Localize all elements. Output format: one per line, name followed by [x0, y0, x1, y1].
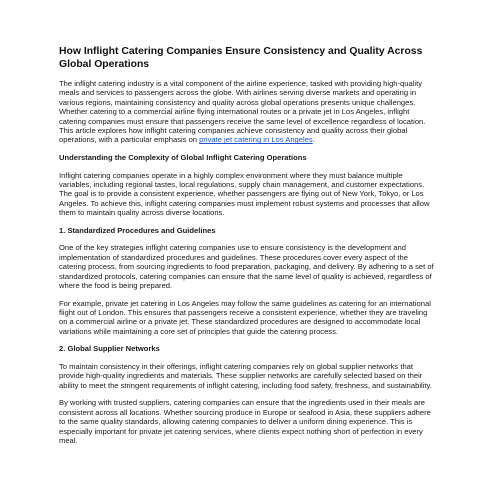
paragraph-complexity: Inflight catering companies operate in a highly complex environment where they must balance multiple variables, including regional tastes, local regulations, supply chain management, and customer expectations. The goal is to provide a consistent experience, whether passengers are flying out of New York, Tokyo, or Los Angeles. To achieve this, inflight catering companies must implement robust systems and processes that allow them to maintain quality across diverse locations.	[59, 170, 430, 218]
intro-paragraph	[59, 79, 435, 145]
paragraph-standardized-procedures-1: One of the key strategies inflight catering companies use to ensure consistency is the development and implementation of standardized procedures and guidelines. These procedures cover every aspect of the catering process, from sourcing ingredients to food preparation, packaging, and delivery. By adhering to a set of standardized protocols, catering companies can ensure that the same level of quality is achieved, regardless of where the food is being prepared.	[59, 243, 434, 291]
section-heading-global-suppliers: 2. Global Supplier Networks	[59, 344, 160, 354]
paragraph-standardized-procedures-2: For example, private jet catering in Los Angeles may follow the same guidelines as catering for an international flight out of London. This ensures that passengers receive a consistent experience, whether they are traveling on a commercial airline or a private jet. These standardized procedures are designed to accommodate local variations while maintaining a core set of principles that guide the catering process.	[59, 298, 431, 336]
document-page	[59, 46, 435, 454]
paragraph-global-suppliers-2: By working with trusted suppliers, catering companies can ensure that the ingredients used in their meals are consistent across all locations. Whether sourcing produce in Europe or seafood in Asia, these suppliers adhere to the same quality standards, allowing catering companies to deliver a uniform dining experience. This is especially important for private jet catering services, where clients expect nothing short of perfection in every meal.	[59, 398, 431, 446]
article-title: How Inflight Catering Companies Ensure Consistency and Quality Across Global Operations	[59, 46, 423, 70]
paragraph-global-suppliers-1: To maintain consistency in their offerings, inflight catering companies rely on global supplier networks that provide high-quality ingredients and materials. These supplier networks are carefully selected based on their ability to meet the stringent requirements of inflight catering, including food safety, freshness, and sustainability.	[59, 362, 432, 390]
intro-suffix: .	[312, 135, 315, 145]
intro-text: The inflight catering industry is a vital component of the airline experience, tasked with providing high-quality meals and services to passengers across the globe. With airlines serving diverse markets and operating in various regions, maintaining consistency and quality across global operations presents unique challenges. Whether catering to a commercial airline flying international routes or a private jet in Los Angeles, inflight catering companies must ensure that passengers receive the same level of excellence regardless of location. This article explores how inflight catering companies achieve consistency and quality across their global operations, with a particular emphasis on	[59, 79, 426, 145]
section-heading-complexity: Understanding the Complexity of Global Inflight Catering Operations	[59, 153, 307, 163]
section-heading-standardized-procedures: 1. Standardized Procedures and Guidelines	[59, 225, 216, 235]
private-jet-catering-link[interactable]: private jet catering in Los Angeles	[199, 135, 313, 145]
